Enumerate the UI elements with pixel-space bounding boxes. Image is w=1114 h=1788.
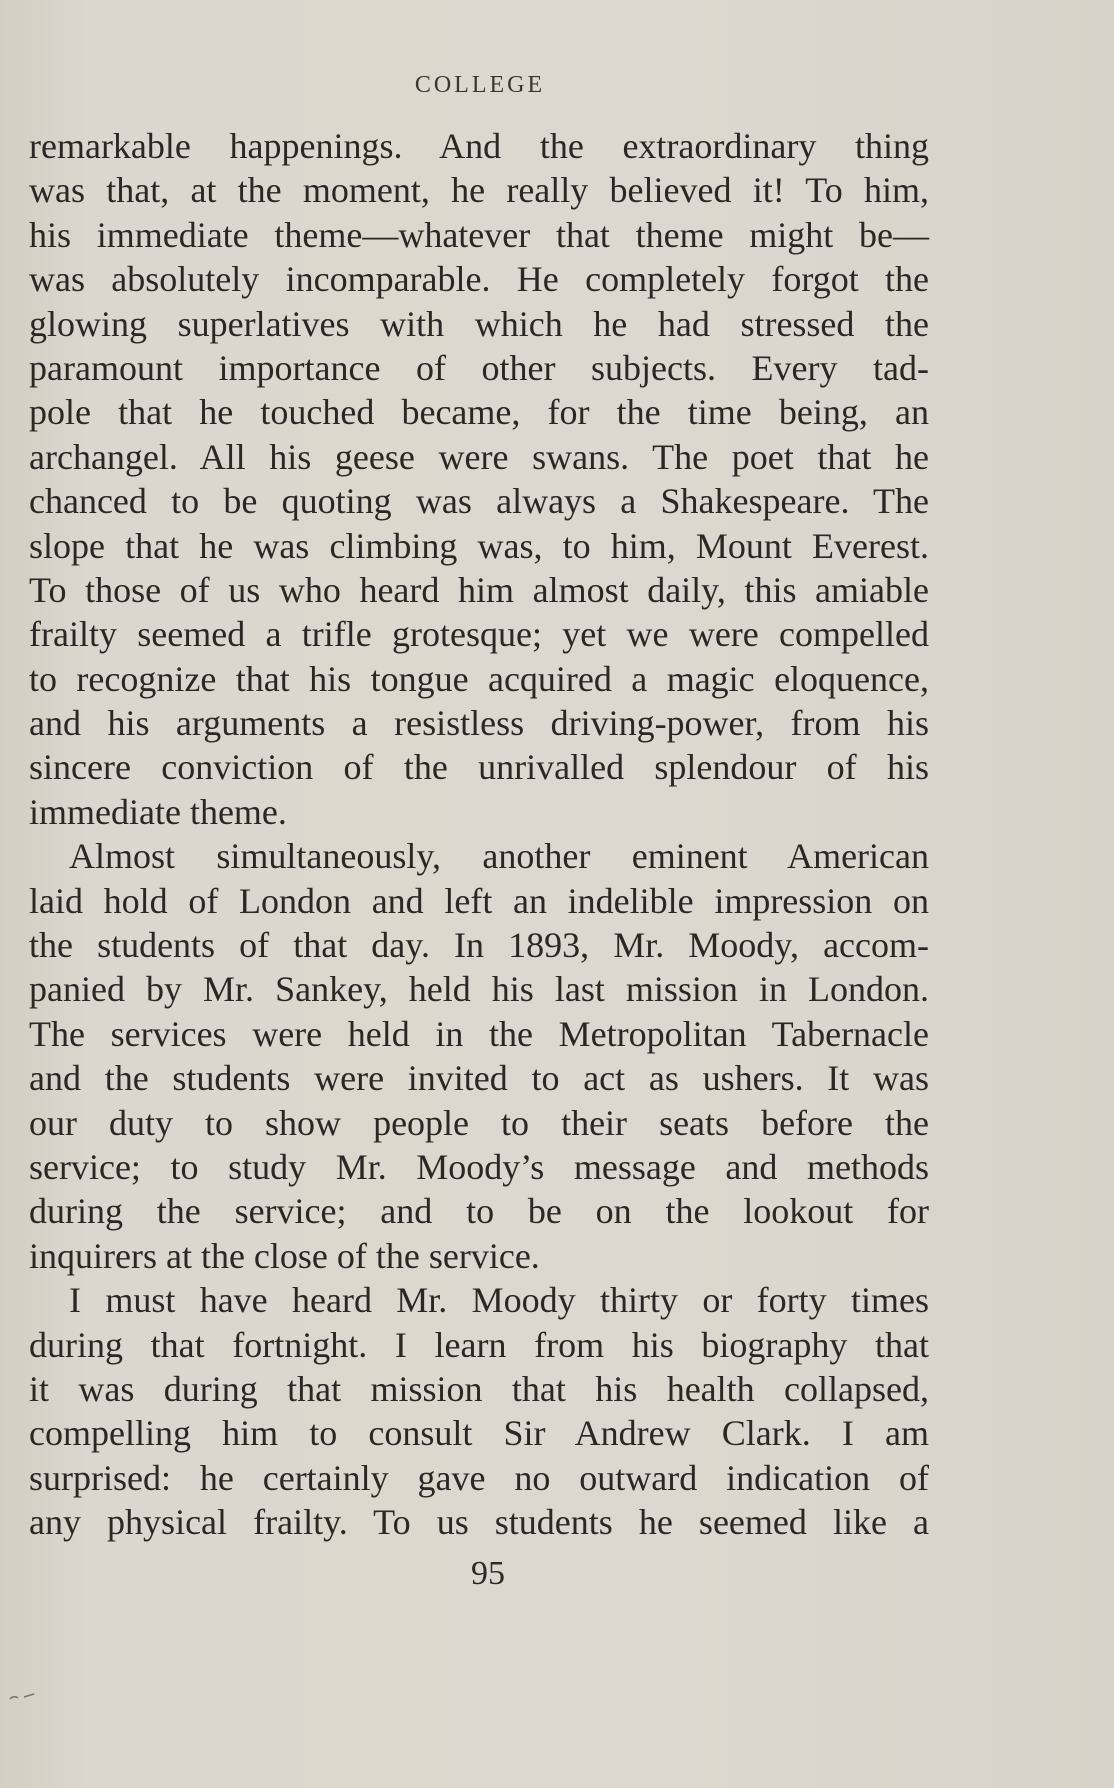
text-line: compelling him to consult Sir Andrew Clark. I am [29,1413,929,1454]
text-line: and the students were invited to act as ushers. It was [29,1058,929,1099]
body-text [29,124,929,1545]
text-line: The services were held in the Metropolitan Tabernacle [29,1013,929,1054]
text-line: inquirers at the close of the service. [29,1235,540,1276]
text-line: frailty seemed a trifle grotesque; yet we were compelled [29,614,929,655]
text-line: Almost simultaneously, another eminent American [69,836,929,877]
text-line: during the service; and to be on the lookout for [29,1191,929,1232]
page-number: 95 [471,1555,505,1592]
text-line: was absolutely incomparable. He completely forgot the [29,259,929,300]
text-line: remarkable happenings. And the extraordinary thing [29,126,929,166]
text-line: archangel. All his geese were swans. The poet that he [29,436,929,477]
text-line: surprised: he certainly gave no outward indication of [29,1457,929,1498]
text-line: was that, at the moment, he really believed it! To him, [29,170,929,211]
text-line: paramount importance of other subjects. Every tad- [29,347,929,388]
text-line: any physical frailty. To us students he seemed like a [29,1502,929,1543]
text-line: during that fortnight. I learn from his biography that [29,1324,929,1365]
text-line: it was during that mission that his health collapsed, [29,1368,929,1409]
text-line: panied by Mr. Sankey, held his last mission in London. [29,969,929,1010]
running-head: COLLEGE [414,72,546,98]
text-line: and his arguments a resistless driving-power, from his [29,703,929,744]
text-line: immediate theme. [29,791,287,832]
text-line: glowing superlatives with which he had stressed the [29,303,929,344]
text-line: service; to study Mr. Moody’s message and methods [29,1146,929,1187]
text-line: sincere conviction of the unrivalled splendour of his [29,747,929,788]
text-line: I must have heard Mr. Moody thirty or forty times [69,1280,929,1321]
text-line: pole that he touched became, for the time being, an [29,392,929,433]
ink-smudge [8,1690,38,1700]
text-line: slope that he was climbing was, to him, Mount Everest. [29,525,929,566]
text-line: our duty to show people to their seats before the [29,1102,929,1143]
text-line: To those of us who heard him almost daily, this amiable [29,569,929,610]
text-line: the students of that day. In 1893, Mr. Moody, accom- [29,925,929,966]
text-line: to recognize that his tongue acquired a magic eloquence, [29,658,929,699]
text-line: chanced to be quoting was always a Shakespeare. The [29,481,929,522]
text-line: laid hold of London and left an indelible impression on [29,880,929,921]
text-line: his immediate theme—whatever that theme might be— [29,214,929,255]
